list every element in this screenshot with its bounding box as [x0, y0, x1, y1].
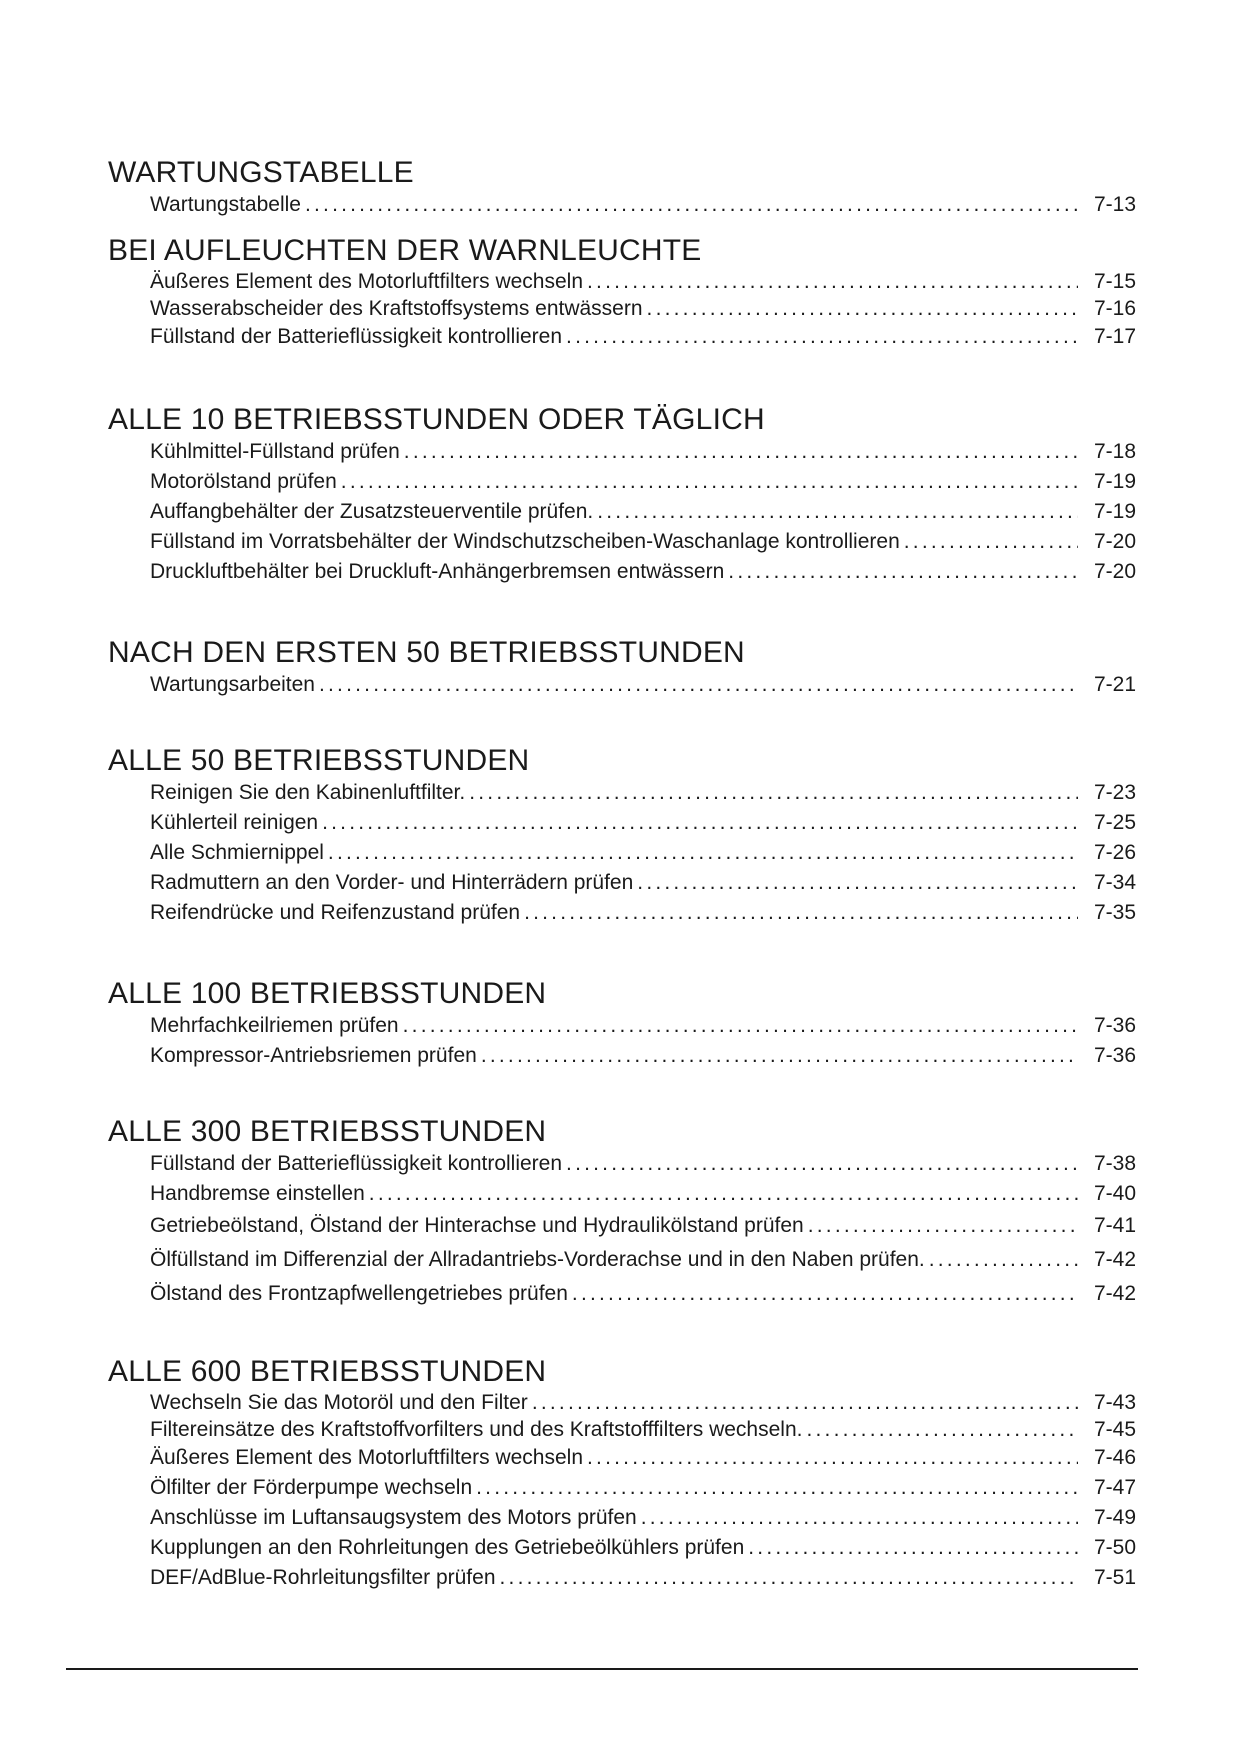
toc-entry-text: Ölfüllstand im Differenzial der Allradantriebs-Vorderachse und in den Naben prüfen.: [150, 1248, 925, 1271]
toc-entry-list: [108, 190, 1136, 220]
toc-entry[interactable]: [150, 1533, 1136, 1563]
toc-entry[interactable]: [150, 868, 1136, 898]
toc-page-number: 7-41: [1093, 1214, 1136, 1237]
toc-section-600-stunden: [108, 1355, 1136, 1593]
dot-leader: [476, 1473, 1078, 1503]
toc-entry-text: Füllstand der Batterieflüssigkeit kontrollieren: [150, 1152, 563, 1175]
toc-entry-text: Äußeres Element des Motorluftfilters wechseln: [150, 270, 584, 293]
toc-page-number: 7-20: [1093, 530, 1136, 553]
toc-entry[interactable]: [150, 497, 1136, 527]
section-title: BEI AUFLEUCHTEN DER WARNLEUCHTE: [108, 234, 702, 267]
toc-entry-text: Kühlerteil reinigen: [150, 811, 319, 834]
toc-entry-list: [108, 437, 1136, 587]
toc-entry[interactable]: [150, 1563, 1136, 1593]
toc-section-10-stunden: [108, 403, 1136, 587]
toc-entry[interactable]: [150, 838, 1136, 868]
toc-entry-text: Füllstand der Batterieflüssigkeit kontrollieren: [150, 325, 563, 348]
toc-page-number: 7-42: [1093, 1248, 1136, 1271]
toc-entry-text: Ölfilter der Förderpumpe wechseln: [150, 1476, 473, 1499]
toc-page-number: 7-42: [1093, 1282, 1136, 1305]
toc-entry[interactable]: [150, 557, 1136, 587]
section-title: NACH DEN ERSTEN 50 BETRIEBSSTUNDEN: [108, 636, 745, 669]
toc-page-number: 7-25: [1093, 811, 1136, 834]
toc-page-number: 7-51: [1093, 1566, 1136, 1589]
toc-entry-list: [108, 268, 1136, 352]
dot-leader: [748, 1533, 1078, 1563]
toc-entry-text: Getriebeölstand, Ölstand der Hinterachse und Hydraulikölstand prüfen: [150, 1214, 804, 1237]
toc-entry[interactable]: [150, 437, 1136, 467]
toc-page-number: 7-23: [1093, 781, 1136, 804]
toc-entry-text: Mehrfachkeilriemen prüfen: [150, 1014, 399, 1037]
toc-entry-text: Druckluftbehälter bei Druckluft-Anhängerbremsen entwässern: [150, 560, 725, 583]
toc-page-number: 7-43: [1093, 1391, 1136, 1414]
toc-entry[interactable]: [150, 1209, 1136, 1243]
toc-entry-list: [108, 1011, 1136, 1071]
toc-entry[interactable]: [150, 1041, 1136, 1071]
toc-page-number: 7-36: [1093, 1014, 1136, 1037]
section-title: ALLE 600 BETRIEBSSTUNDEN: [108, 1355, 547, 1388]
toc-page-number: 7-20: [1093, 560, 1136, 583]
toc-entry[interactable]: [150, 898, 1136, 928]
toc-page-number: 7-26: [1093, 841, 1136, 864]
toc-entry-text: Kühlmittel-Füllstand prüfen: [150, 440, 400, 463]
toc-section-300-stunden: [108, 1115, 1136, 1311]
dot-leader: [532, 1389, 1078, 1416]
toc-page-number: 7-46: [1093, 1446, 1136, 1469]
dot-leader: [566, 322, 1078, 352]
toc-entry[interactable]: [150, 527, 1136, 557]
dot-leader: [319, 670, 1078, 700]
toc-section-erste-50-stunden: [108, 636, 1136, 700]
toc-page-number: 7-16: [1093, 297, 1136, 320]
toc-page-number: 7-45: [1093, 1418, 1136, 1441]
toc-entry-text: Anschlüsse im Luftansaugsystem des Motors prüfen: [150, 1506, 637, 1529]
toc-entry[interactable]: [150, 778, 1136, 808]
toc-entry-list: [108, 778, 1136, 928]
dot-leader: [641, 1503, 1078, 1533]
toc-entry-text: Füllstand im Vorratsbehälter der Windschutzscheiben-Waschanlage kontrollieren: [150, 530, 900, 553]
dot-leader: [587, 268, 1078, 295]
dot-leader: [328, 838, 1078, 868]
dot-leader: [806, 1416, 1078, 1443]
dot-leader: [637, 868, 1078, 898]
toc-page-number: 7-19: [1093, 470, 1136, 493]
toc-entry-text: Motorölstand prüfen: [150, 470, 337, 493]
toc-entry-text: Wartungstabelle: [150, 193, 301, 216]
dot-leader: [647, 295, 1078, 322]
toc-page-number: 7-17: [1093, 325, 1136, 348]
toc-page-number: 7-36: [1093, 1044, 1136, 1067]
toc-section-wartungstabelle: [108, 156, 1136, 220]
toc-page-number: 7-38: [1093, 1152, 1136, 1175]
toc-page-number: 7-40: [1093, 1182, 1136, 1205]
toc-page-number: 7-47: [1093, 1476, 1136, 1499]
dot-leader: [808, 1209, 1078, 1243]
toc-page-number: 7-21: [1093, 673, 1136, 696]
footer-rule: [66, 1668, 1138, 1670]
toc-page-number: 7-18: [1093, 440, 1136, 463]
toc-page-number: 7-19: [1093, 500, 1136, 523]
dot-leader: [322, 808, 1078, 838]
toc-page-number: 7-15: [1093, 270, 1136, 293]
toc-entry-text: Ölstand des Frontzapfwellengetriebes prüfen: [150, 1282, 568, 1305]
toc-page-number: 7-34: [1093, 871, 1136, 894]
toc-entry[interactable]: [150, 1416, 1136, 1443]
toc-section-warnleuchte: [108, 234, 1136, 352]
toc-entry[interactable]: [150, 1503, 1136, 1533]
section-title: ALLE 100 BETRIEBSSTUNDEN: [108, 977, 547, 1010]
toc-entry-text: Äußeres Element des Motorluftfilters wechseln: [150, 1446, 584, 1469]
dot-leader: [404, 437, 1078, 467]
toc-entry[interactable]: [150, 1443, 1136, 1473]
dot-leader: [403, 1011, 1078, 1041]
dot-leader: [728, 557, 1078, 587]
dot-leader: [305, 190, 1078, 220]
toc-entry-text: Filtereinsätze des Kraftstoffvorfilters und des Kraftstofffilters wechseln.: [150, 1418, 803, 1441]
dot-leader: [500, 1563, 1079, 1593]
toc-entry-text: Kompressor-Antriebsriemen prüfen: [150, 1044, 477, 1067]
toc-entry[interactable]: [150, 322, 1136, 352]
toc-entry[interactable]: [150, 670, 1136, 700]
toc-entry[interactable]: [150, 1277, 1136, 1311]
toc-entry-text: Reinigen Sie den Kabinenluftfilter.: [150, 781, 466, 804]
toc-entry[interactable]: [150, 1179, 1136, 1209]
toc-entry-text: Alle Schmiernippel: [150, 841, 324, 864]
dot-leader: [587, 1443, 1078, 1473]
dot-leader: [566, 1149, 1078, 1179]
toc-entry-text: Wasserabscheider des Kraftstoffsystems entwässern: [150, 297, 643, 320]
toc-page-number: 7-13: [1093, 193, 1136, 216]
dot-leader: [341, 467, 1078, 497]
toc-entry-text: Auffangbehälter der Zusatzsteuerventile prüfen.: [150, 500, 594, 523]
toc-entry-text: Wechseln Sie das Motoröl und den Filter: [150, 1391, 528, 1414]
dot-leader: [929, 1243, 1078, 1277]
toc-entry-text: Wartungsarbeiten: [150, 673, 315, 696]
dot-leader: [481, 1041, 1078, 1071]
toc-page-number: 7-50: [1093, 1536, 1136, 1559]
toc-entry[interactable]: [150, 808, 1136, 838]
dot-leader: [469, 778, 1078, 808]
toc-entry[interactable]: [150, 1149, 1136, 1179]
toc-entry[interactable]: [150, 1473, 1136, 1503]
toc-entry[interactable]: [150, 295, 1136, 322]
section-title: ALLE 10 BETRIEBSSTUNDEN ODER TÄGLICH: [108, 403, 765, 436]
toc-entry[interactable]: [150, 268, 1136, 295]
toc-entry-text: Radmuttern an den Vorder- und Hinterrädern prüfen: [150, 871, 634, 894]
toc-entry-list: [108, 1149, 1136, 1311]
toc-entry-text: Reifendrücke und Reifenzustand prüfen: [150, 901, 521, 924]
toc-entry-text: Kupplungen an den Rohrleitungen des Getriebeölkühlers prüfen: [150, 1536, 745, 1559]
dot-leader: [524, 898, 1078, 928]
toc-page-number: 7-35: [1093, 901, 1136, 924]
toc-page-number: 7-49: [1093, 1506, 1136, 1529]
toc-entry-list: [108, 670, 1136, 700]
toc-entry[interactable]: [150, 1389, 1136, 1416]
toc-entry[interactable]: [150, 467, 1136, 497]
dot-leader: [572, 1277, 1078, 1311]
toc-entry[interactable]: [150, 190, 1136, 220]
dot-leader: [904, 527, 1078, 557]
toc-entry-list: [108, 1389, 1136, 1593]
section-title: WARTUNGSTABELLE: [108, 156, 414, 189]
dot-leader: [597, 497, 1078, 527]
toc-entry-text: Handbremse einstellen: [150, 1182, 365, 1205]
section-title: ALLE 300 BETRIEBSSTUNDEN: [108, 1115, 547, 1148]
toc-entry[interactable]: [150, 1011, 1136, 1041]
dot-leader: [369, 1179, 1078, 1209]
section-title: ALLE 50 BETRIEBSSTUNDEN: [108, 744, 530, 777]
toc-section-50-stunden: [108, 744, 1136, 928]
toc-entry-text: DEF/AdBlue-Rohrleitungsfilter prüfen: [150, 1566, 496, 1589]
toc-entry[interactable]: [150, 1243, 1136, 1277]
toc-section-100-stunden: [108, 977, 1136, 1071]
